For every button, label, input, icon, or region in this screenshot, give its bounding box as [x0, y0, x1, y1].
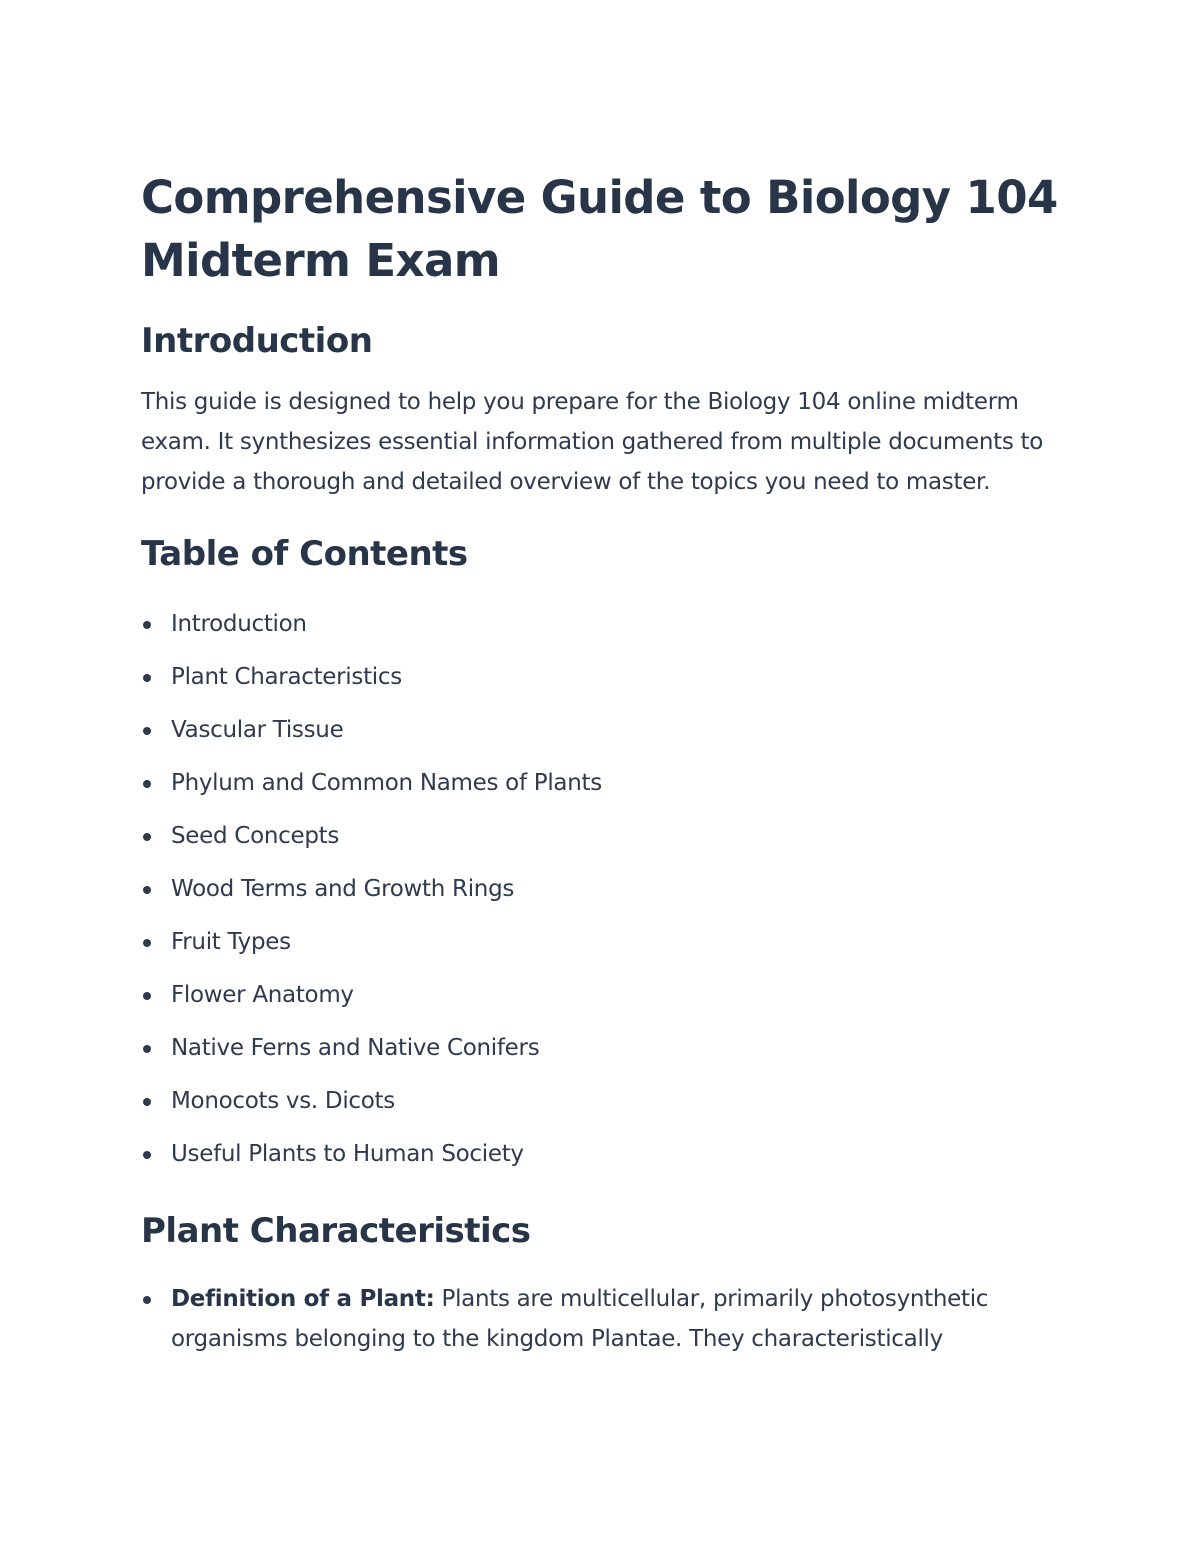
introduction-paragraph: This guide is designed to help you prepare for the Biology 104 online midterm exam. It synthesizes essential information gathered from multiple documents to provide a thorough and detailed overview of the topics you need to master.	[141, 389, 1044, 495]
bullet-icon	[143, 1098, 151, 1106]
plant-characteristics-list	[141, 1279, 1061, 1359]
document-content	[141, 166, 1061, 1359]
toc-item	[141, 1128, 1061, 1181]
bullet-icon	[143, 727, 151, 735]
toc-item-label: Plant Characteristics	[171, 664, 402, 690]
toc-item-label: Vascular Tissue	[171, 717, 344, 743]
bullet-icon	[143, 833, 151, 841]
bullet-icon	[143, 1151, 151, 1159]
plant-characteristics-heading: Plant Characteristics	[141, 1211, 531, 1251]
toc-item-label: Seed Concepts	[171, 823, 340, 849]
toc-item	[141, 704, 1061, 757]
toc-item	[141, 810, 1061, 863]
bullet-icon	[143, 780, 151, 788]
bullet-icon	[143, 674, 151, 682]
introduction-heading: Introduction	[141, 321, 373, 361]
toc-item	[141, 598, 1061, 651]
document-title: Comprehensive Guide to Biology 104 Midterm Exam	[141, 171, 1058, 287]
bullet-icon	[143, 939, 151, 947]
definition-text: Plants are multicellular, primarily photosynthetic organisms belonging to the kingdom Plantae. They characteristically	[171, 1286, 989, 1352]
toc-item-label: Native Ferns and Native Conifers	[171, 1035, 540, 1061]
toc-item	[141, 651, 1061, 704]
toc-item-label: Introduction	[171, 611, 307, 637]
toc-item	[141, 757, 1061, 810]
bullet-icon	[143, 621, 151, 629]
toc-item-label: Flower Anatomy	[171, 982, 354, 1008]
toc-list	[141, 598, 1061, 1181]
bullet-icon	[143, 992, 151, 1000]
bullet-icon	[143, 886, 151, 894]
bullet-icon	[143, 1045, 151, 1053]
toc-item-label: Fruit Types	[171, 929, 291, 955]
list-item	[141, 1279, 1061, 1359]
toc-item	[141, 916, 1061, 969]
toc-item-label: Phylum and Common Names of Plants	[171, 770, 602, 796]
toc-item	[141, 1075, 1061, 1128]
toc-item-label: Monocots vs. Dicots	[171, 1088, 395, 1114]
definition-term: Definition of a Plant:	[171, 1286, 435, 1312]
toc-item-label: Wood Terms and Growth Rings	[171, 876, 515, 902]
bullet-icon	[143, 1296, 151, 1304]
toc-item	[141, 1022, 1061, 1075]
toc-heading: Table of Contents	[141, 534, 468, 574]
toc-item	[141, 969, 1061, 1022]
toc-item	[141, 863, 1061, 916]
toc-item-label: Useful Plants to Human Society	[171, 1141, 524, 1167]
